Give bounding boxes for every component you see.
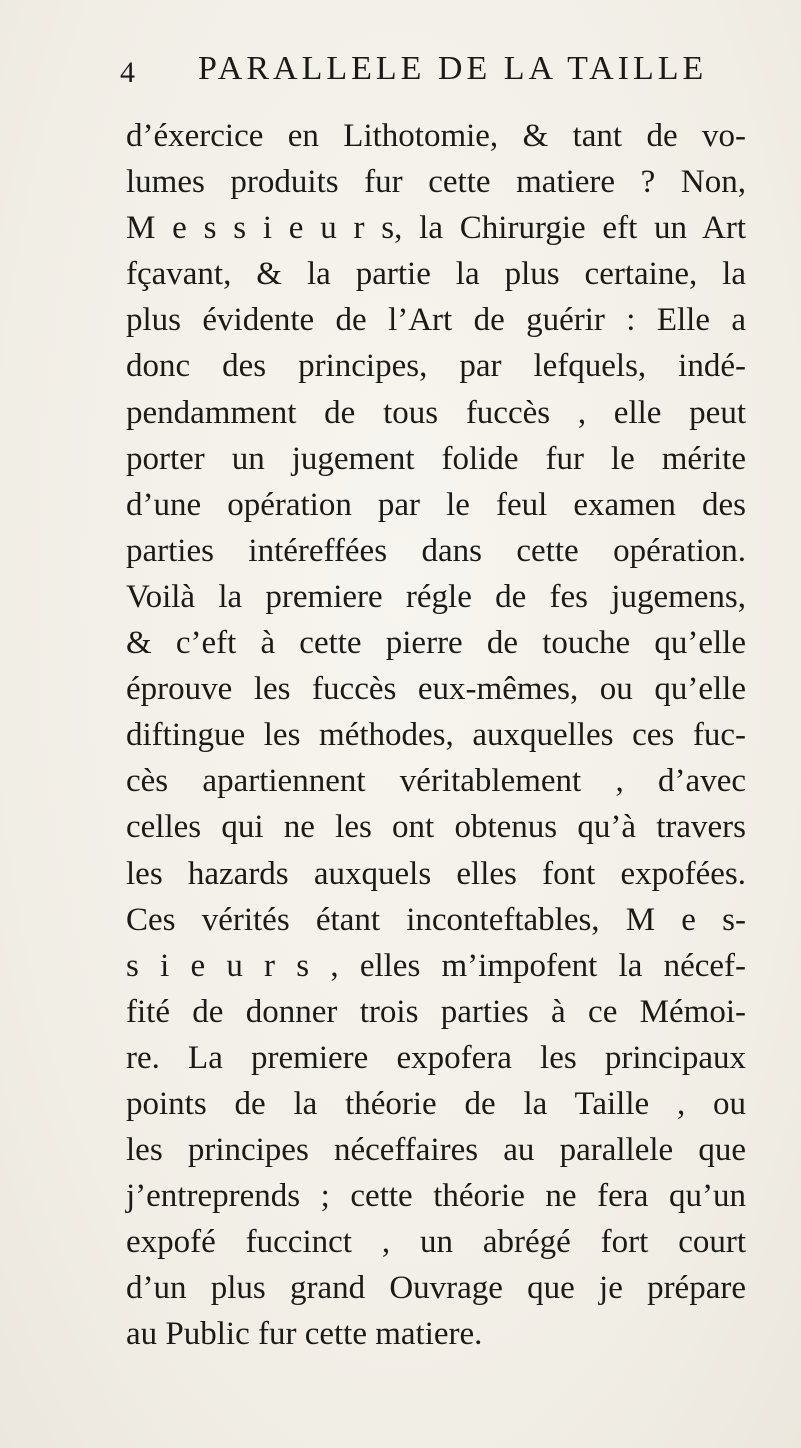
text-line: celles qui ne les ont obtenus qu’à travers bbox=[126, 809, 746, 846]
text-line: diftingue les méthodes, auxquelles ces fuc- bbox=[126, 717, 746, 754]
body-text bbox=[126, 113, 746, 1358]
text-line: Ces vérités étant inconteftables, M e s- bbox=[126, 901, 746, 938]
text-line: fité de donner trois parties à ce Mémoi- bbox=[126, 993, 746, 1030]
text-line: d’éxercice en Lithotomie, & tant de vo- bbox=[126, 118, 746, 154]
text-line: plus évidente de l’Art de guérir : Elle a bbox=[126, 302, 746, 339]
text-line: éprouve les fuccès eux-mêmes, ou qu’elle bbox=[126, 671, 746, 708]
text-line: j’entreprends ; cette théorie ne fera qu’un bbox=[126, 1178, 746, 1215]
text-line: expofé fuccinct , un abrégé fort court bbox=[126, 1224, 746, 1261]
text-line: parties intéreffées dans cette opération. bbox=[126, 532, 746, 569]
text-line: re. La premiere expofera les principaux bbox=[126, 1039, 746, 1076]
text-line: M e s s i e u r s, la Chirurgie eft un Art bbox=[126, 210, 746, 247]
text-line: points de la théorie de la Taille , ou bbox=[126, 1085, 746, 1122]
text-line: d’un plus grand Ouvrage que je prépare bbox=[126, 1270, 746, 1307]
text-line: lumes produits fur cette matiere ? Non, bbox=[126, 164, 746, 201]
running-title: PARALLELE DE LA TAILLE bbox=[198, 50, 708, 87]
text-line: s i e u r s , elles m’impofent la nécef- bbox=[126, 947, 746, 984]
page-header bbox=[120, 50, 745, 100]
text-line: pendamment de tous fuccès , elle peut bbox=[126, 394, 746, 431]
text-line: Voilà la premiere régle de fes jugemens, bbox=[126, 578, 746, 615]
text-line: porter un jugement folide fur le mérite bbox=[126, 440, 746, 477]
text-line-last: au Public fur cette matiere. bbox=[126, 1316, 483, 1353]
text-line: donc des principes, par lefquels, indé- bbox=[126, 348, 746, 385]
page-number: 4 bbox=[120, 56, 135, 89]
text-line: & c’eft à cette pierre de touche qu’elle bbox=[126, 625, 746, 662]
text-line: cès apartiennent véritablement , d’avec bbox=[126, 763, 746, 800]
text-line: les hazards auxquels elles font expofées. bbox=[126, 855, 746, 892]
text-line: d’une opération par le feul examen des bbox=[126, 486, 746, 523]
text-line: fçavant, & la partie la plus certaine, la bbox=[126, 256, 746, 293]
text-line: les principes néceffaires au parallele que bbox=[126, 1132, 746, 1169]
